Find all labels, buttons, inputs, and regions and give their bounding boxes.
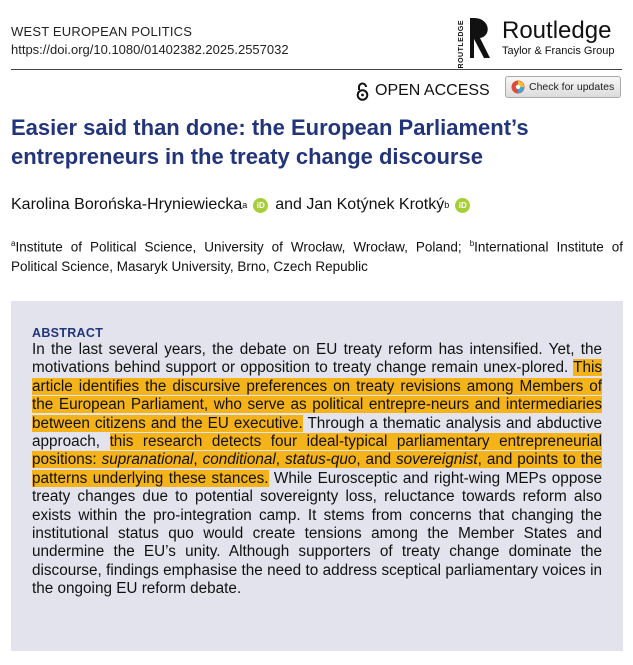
highlighted-text: , <box>275 451 285 469</box>
open-lock-icon <box>356 82 369 101</box>
check-for-updates-button[interactable] <box>505 76 621 98</box>
highlighted-text: this research detects four ideal-typical parliamentary entrepreneurial positions: <box>32 433 602 469</box>
crossmark-icon <box>511 80 525 94</box>
position-term: conditional <box>202 451 276 469</box>
affiliation-b: International Institute of Political Science, Masaryk University, Brno, Czech Republic <box>11 239 623 274</box>
highlighted-segment: This article identifies the discursive preferences on treaty revisions among Members of the European Parliament, who serve as political entrepre-neurs and intermediaries between citizens and the EU executive. <box>32 359 602 432</box>
position-term: supranational <box>101 451 194 469</box>
author-line <box>11 196 477 214</box>
article-title: Easier said than done: the European Parliament’s entrepreneurs in the treaty change discourse <box>11 115 529 169</box>
highlighted-text: , and <box>356 451 397 469</box>
author-conjunction: and <box>275 196 302 213</box>
abstract-text <box>32 341 602 599</box>
journal-name: WEST EUROPEAN POLITICS <box>11 24 193 39</box>
abstract-segment: Through a thematic analysis and abductive approach, <box>32 414 602 451</box>
publisher-vertical-text: ROUTLEDGE <box>458 20 465 69</box>
highlighted-text: , <box>193 451 203 469</box>
doi-link[interactable]: https://doi.org/10.1080/01402382.2025.2557032 <box>11 42 289 57</box>
orcid-icon[interactable]: iD <box>455 198 470 213</box>
publisher-name: Routledge <box>502 17 612 44</box>
header-divider <box>11 69 622 70</box>
publisher-logo[interactable] <box>458 14 625 69</box>
abstract-segment: In the last several years, the debate on EU treaty reform has intensified. Yet, the motivations behind support or opposition to treaty change remain unex-plored. <box>32 341 602 377</box>
affil-marker: b <box>469 239 475 248</box>
abstract-box <box>11 301 623 651</box>
check-for-updates-label: Check for updates <box>529 81 615 93</box>
open-access-badge <box>356 80 490 102</box>
open-access-label: OPEN ACCESS <box>375 82 490 99</box>
affiliation-a: Institute of Political Science, University of Wrocław, Wrocław, Poland; <box>15 239 462 255</box>
abstract-heading: ABSTRACT <box>32 326 104 340</box>
publisher-subtitle: Taylor & Francis Group <box>502 45 615 57</box>
orcid-icon[interactable]: iD <box>253 198 268 213</box>
affil-marker: a <box>11 239 16 248</box>
highlighted-text: , and points to the patterns underlying these stances. <box>32 451 602 487</box>
author-affil-marker: a <box>242 200 248 210</box>
affiliations <box>11 234 623 276</box>
position-term: status-quo <box>284 451 357 469</box>
routledge-mark-icon <box>460 14 498 62</box>
author-name[interactable]: Karolina Borońska-Hryniewiecka <box>11 196 243 213</box>
author-name[interactable]: Jan Kotýnek Krotký <box>306 196 445 213</box>
position-term: sovereignist <box>396 451 478 469</box>
abstract-segment: While Eurosceptic and right-wing MEPs oppose treaty changes due to potential sovereignty loss, reluctance towards reform also exists within the pro-integration camp. It stems from concerns that changing the institutional status quo would create tensions among the Member States and undermine the EU’s unity. Although supporters of treaty change dominate the discourse, findings emphasise the need to address sceptical parliamentary voices in the ongoing EU reform debate. <box>32 469 602 598</box>
author-affil-marker: b <box>444 200 450 210</box>
